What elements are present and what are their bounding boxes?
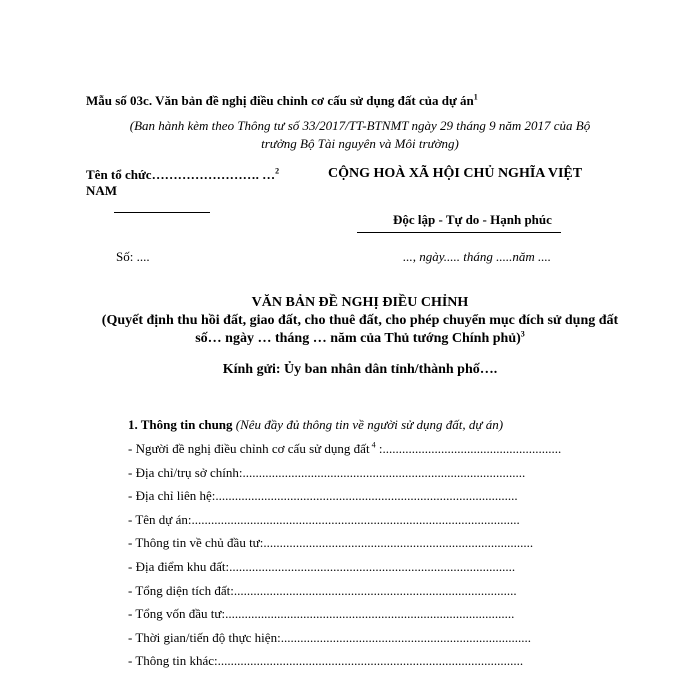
field-total-area-blank[interactable]: ....................................................................................... <box>233 582 517 598</box>
field-contact-address[interactable] <box>128 488 518 504</box>
recipient: Kính gửi: Ủy ban nhân dân tỉnh/thành phố…. <box>222 362 498 377</box>
field-project-name-blank[interactable]: ..................................................................................................... <box>191 511 520 527</box>
field-site-location-label: - Địa điểm khu đất: <box>128 559 230 574</box>
form-code-text: Mẫu số 03c. Văn bản đề nghị điều chỉnh cơ cấu sử dụng đất của dự án <box>86 93 474 108</box>
motto-underline <box>357 232 561 233</box>
document-date: ..., ngày..... tháng .....năm .... <box>403 249 552 264</box>
field-requester-label: - Người đề nghị điều chỉnh cơ cấu sử dụng đất <box>128 441 370 456</box>
country-name-line1: CỘNG HOÀ XÃ HỘI CHỦ NGHĨA VIỆT <box>328 166 583 181</box>
country-name-line2: NAM <box>86 183 118 198</box>
field-other-info[interactable] <box>128 653 523 669</box>
section1-heading <box>128 417 503 433</box>
section1-hint: (Nêu đầy đủ thông tin về người sử dụng đất, dự án) <box>235 417 504 432</box>
org-name <box>86 167 279 183</box>
org-name-text: Tên tổ chức……………………. … <box>86 167 276 182</box>
issued-by-line2: trưởng Bộ Tài nguyên và Môi trường) <box>261 136 459 151</box>
field-total-area[interactable] <box>128 583 517 599</box>
field-address[interactable] <box>128 465 525 481</box>
field-investor-info-label: - Thông tin về chủ đầu tư: <box>128 535 264 551</box>
field-project-name-label: - Tên dự án: <box>128 511 192 527</box>
field-requester[interactable] <box>128 441 561 457</box>
field-address-label: - Địa chỉ/trụ sở chính: <box>128 464 243 480</box>
form-code <box>86 93 478 109</box>
field-site-location-blank[interactable]: ........................................................................................ <box>229 559 516 574</box>
field-contact-address-blank[interactable]: ............................................................................................. <box>215 488 518 504</box>
document-number: Số: .... <box>116 249 150 264</box>
document-title: VĂN BẢN ĐỀ NGHỊ ĐIỀU CHỈNH <box>251 295 469 310</box>
document-subtitle-line2 <box>40 331 680 347</box>
field-address-blank[interactable]: ....................................................................................... <box>242 464 526 480</box>
field-total-capital[interactable] <box>128 606 514 622</box>
org-underline <box>114 212 210 213</box>
field-project-name[interactable] <box>128 512 520 528</box>
issued-by-line1: (Ban hành kèm theo Thông tư số 33/2017/TT-BTNMT ngày 29 tháng 9 năm 2017 của Bộ <box>129 118 591 133</box>
field-other-info-label: - Thông tin khác: <box>128 653 218 669</box>
field-total-area-label: - Tổng diện tích đất: <box>128 582 234 598</box>
section1-title: 1. Thông tin chung <box>128 417 233 432</box>
field-contact-address-label: - Địa chỉ liên hệ: <box>128 488 216 504</box>
field-schedule-label: - Thời gian/tiến độ thực hiện: <box>128 629 281 645</box>
field-requester-footnote: 4 <box>369 440 376 450</box>
document-subtitle-line1: (Quyết định thu hồi đất, giao đất, cho thuê đất, cho phép chuyển mục đích sử dụng đất <box>101 313 619 328</box>
form-code-footnote: 1 <box>473 92 478 102</box>
org-name-footnote: 2 <box>275 166 280 176</box>
field-total-capital-label: - Tổng vốn đầu tư: <box>128 606 226 622</box>
field-site-location[interactable] <box>128 559 515 575</box>
field-investor-info-blank[interactable]: ................................................................................... <box>263 535 534 551</box>
document-subtitle-footnote: 3 <box>520 329 525 339</box>
field-schedule-blank[interactable]: ............................................................................. <box>280 629 531 645</box>
motto: Độc lập - Tự do - Hạnh phúc <box>393 212 552 227</box>
field-other-info-blank[interactable]: .............................................................................................. <box>217 653 524 669</box>
field-schedule[interactable] <box>128 630 531 646</box>
field-total-capital-blank[interactable]: ......................................................................................... <box>225 606 515 622</box>
document-subtitle-line2-text: số… ngày … tháng … năm của Thủ tướng Chính phủ) <box>195 331 521 346</box>
field-investor-info[interactable] <box>128 535 533 551</box>
field-requester-blank[interactable]: :....................................................... <box>375 441 562 456</box>
